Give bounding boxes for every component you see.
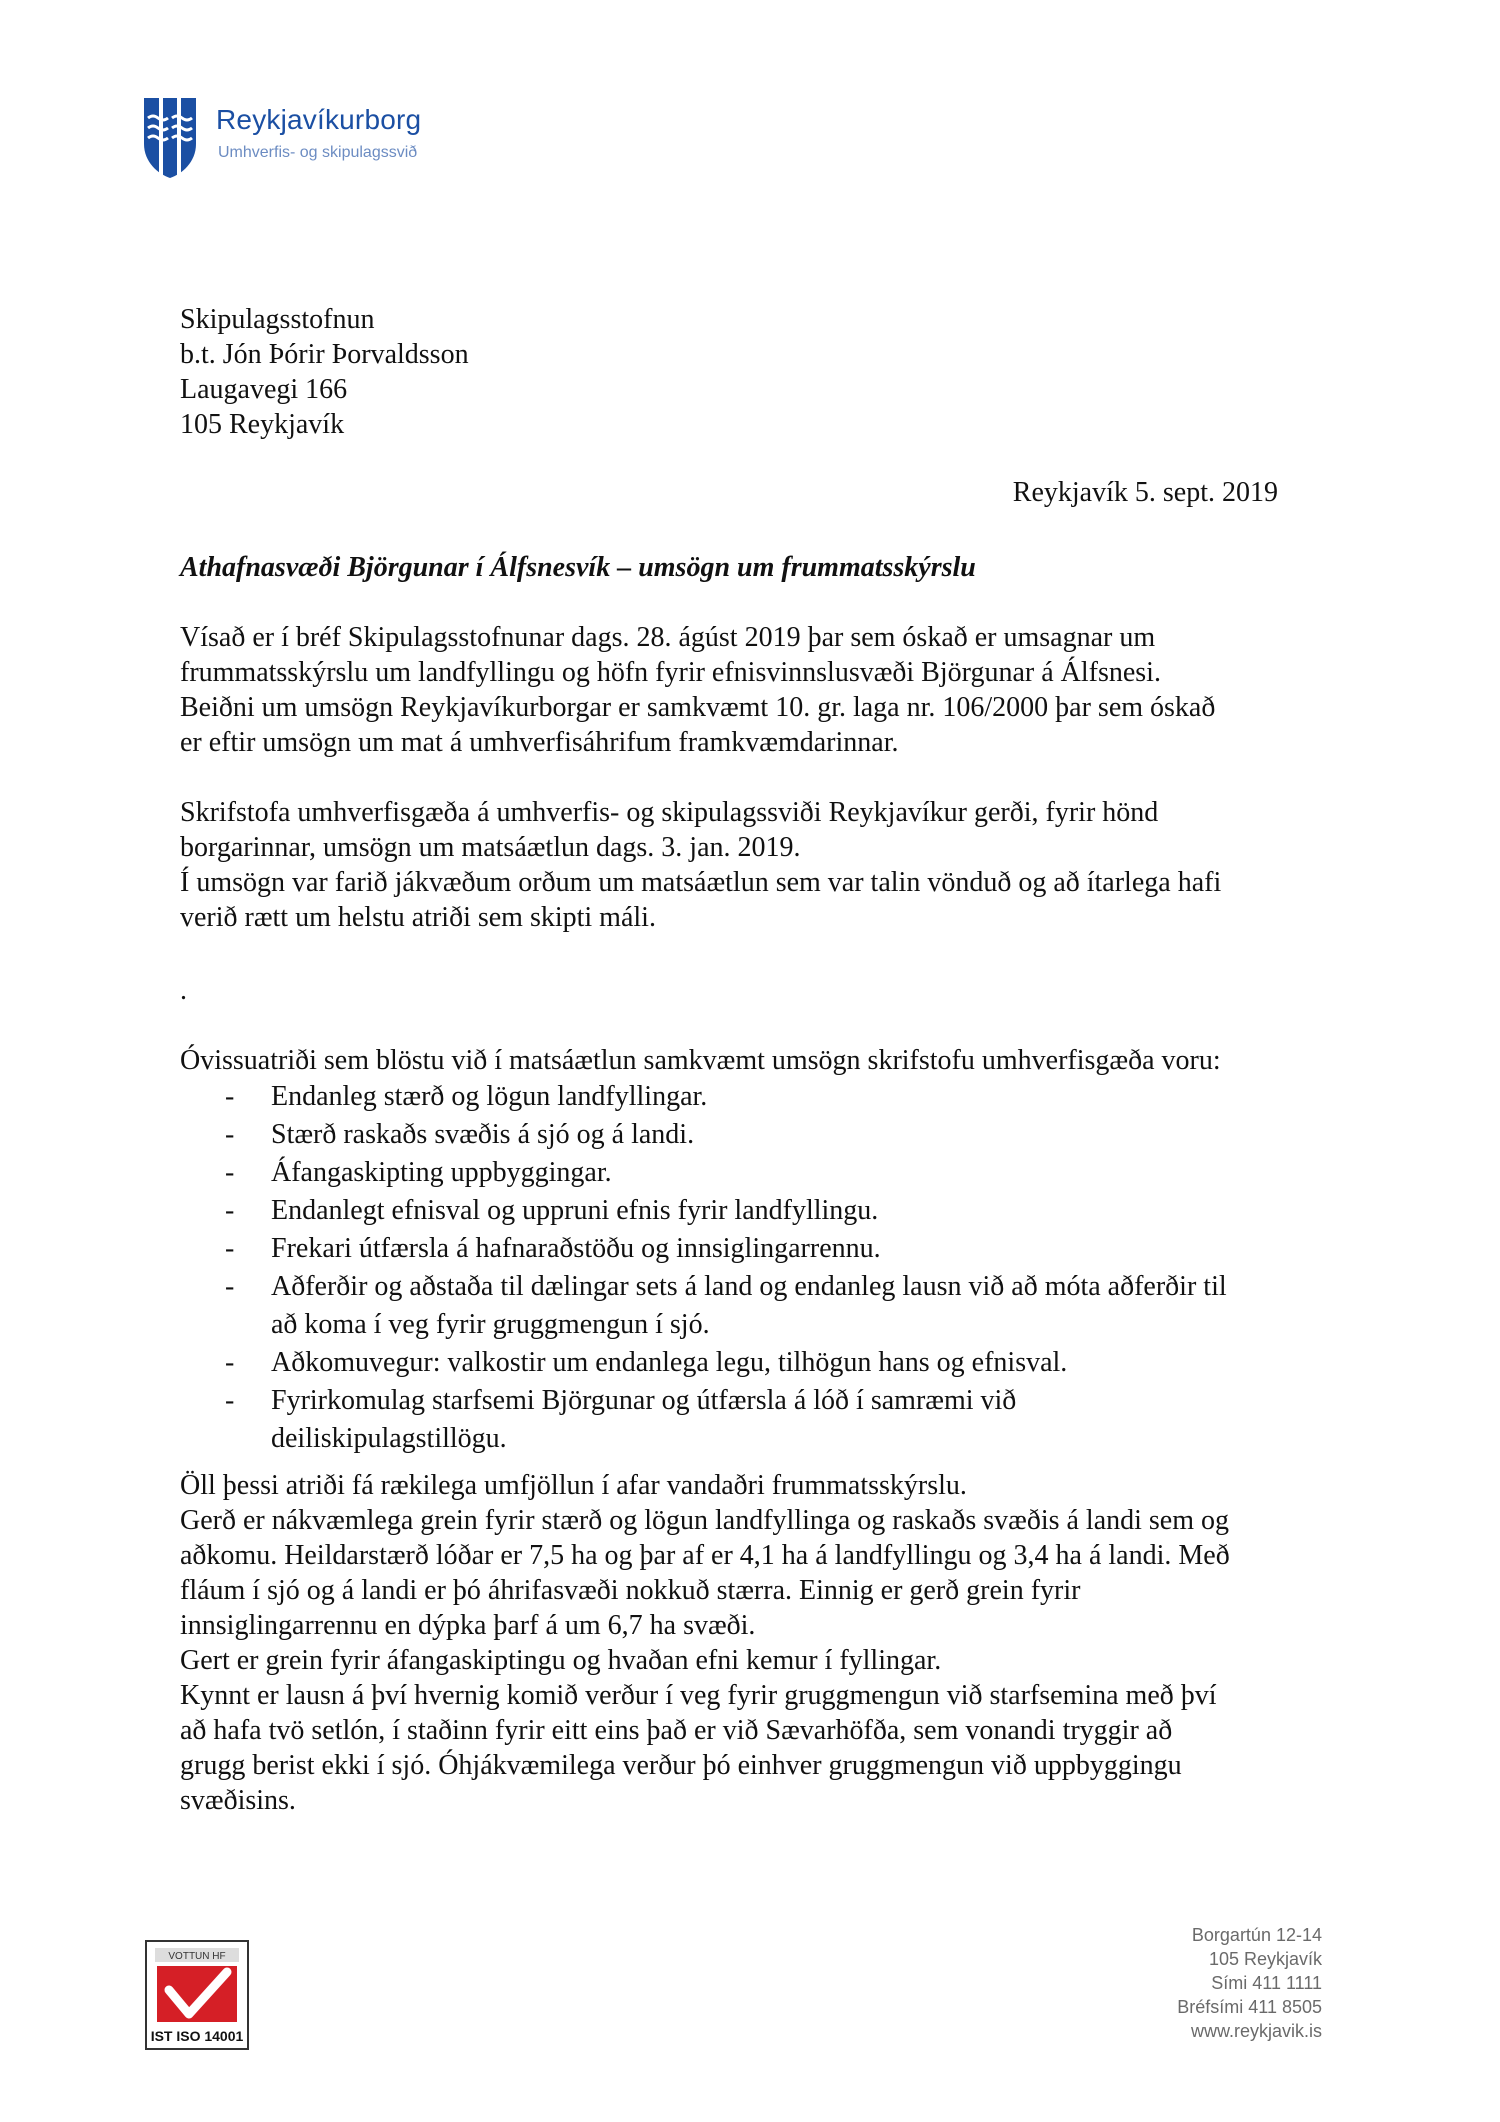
list-item-text: að koma í veg fyrir gruggmengun í sjó. — [271, 1309, 710, 1340]
list-item — [225, 1268, 1227, 1344]
list-dash: - — [225, 1233, 235, 1264]
paragraph-line: Gert er grein fyrir áfangaskiptingu og hvaðan efni kemur í fyllingar. — [180, 1645, 942, 1676]
recipient-line: 105 Reykjavík — [180, 409, 345, 440]
paragraph-line: borgarinnar, umsögn um matsáætlun dags. 3. jan. 2019. — [180, 832, 801, 863]
list-item-text: Aðferðir og aðstaða til dælingar sets á land og endanleg lausn við að móta aðferðir til — [271, 1271, 1227, 1302]
letter-date: Reykjavík 5. sept. 2019 — [1012, 477, 1278, 508]
list-item-text: Stærð raskaðs svæðis á sjó og á landi. — [271, 1119, 695, 1150]
footer-website-link[interactable]: www.reykjavik.is — [1190, 2021, 1322, 2041]
list-item-text: deiliskipulagstillögu. — [271, 1423, 507, 1454]
list-dash: - — [225, 1119, 235, 1150]
paragraph-line: Beiðni um umsögn Reykjavíkurborgar er samkvæmt 10. gr. laga nr. 106/2000 þar sem óskað — [180, 692, 1216, 723]
paragraph-line: Kynnt er lausn á því hvernig komið verður í veg fyrir gruggmengun við starfsemina með því — [180, 1680, 1217, 1711]
list-item-text: Fyrirkomulag starfsemi Björgunar og útfærsla á lóð í samræmi við — [271, 1385, 1017, 1416]
paragraph-line: að hafa tvö setlón, í staðinn fyrir eitt eins það er við Sævarhöfða, sem vonandi tryggir að — [180, 1715, 1173, 1746]
list-item-text: Aðkomuvegur: valkostir um endanlega legu, tilhögun hans og efnisval. — [271, 1347, 1068, 1378]
list-dash: - — [225, 1385, 235, 1416]
uncertainty-list — [225, 1078, 1227, 1458]
paragraph-line: Öll þessi atriði fá rækilega umfjöllun í afar vandaðri frummatsskýrslu. — [180, 1470, 967, 1501]
list-dash: - — [225, 1271, 235, 1302]
paragraph-line: frummatsskýrslu um landfyllingu og höfn fyrir efnisvinnslusvæði Björgunar á Álfsnesi. — [180, 657, 1161, 688]
org-division: Umhverfis- og skipulagssvið — [218, 144, 418, 161]
paragraph-line: aðkomu. Heildarstærð lóðar er 7,5 ha og þar af er 4,1 ha á landfyllingu og 3,4 ha á landi. Með — [180, 1540, 1230, 1571]
list-dash: - — [225, 1157, 235, 1188]
list-dash: - — [225, 1195, 235, 1226]
paragraph-3 — [180, 1468, 1330, 1818]
list-item-text: Frekari útfærsla á hafnaraðstöðu og innsiglingarrennu. — [271, 1233, 881, 1264]
paragraph-line: innsiglingarrennu en dýpka þarf á um 6,7 ha svæði. — [180, 1610, 756, 1641]
list-item-text: Áfangaskipting uppbyggingar. — [271, 1157, 612, 1188]
footer-address-line: 105 Reykjavík — [1208, 1949, 1322, 1969]
list-intro: Óvissuatriði sem blöstu við í matsáætlun samkvæmt umsögn skrifstofu umhverfisgæða voru: — [180, 1045, 1221, 1076]
recipient-line: Skipulagsstofnun — [180, 304, 375, 335]
list-item — [225, 1382, 1227, 1458]
list-item — [225, 1078, 1227, 1116]
list-dash: - — [225, 1347, 235, 1378]
footer-address-line: Bréfsími 411 8505 — [1177, 1997, 1322, 2017]
paragraph-2 — [180, 795, 1330, 935]
list-item — [225, 1192, 1227, 1230]
recipient-line: b.t. Jón Þórir Þorvaldsson — [180, 339, 469, 370]
cert-label-text: IST ISO 14001 — [150, 2028, 244, 2044]
paragraph-line: fláum í sjó og á landi er þó áhrifasvæði nokkuð stærra. Einnig er gerð grein fyrir — [180, 1575, 1081, 1606]
list-item — [225, 1344, 1227, 1382]
iso-14001-certification-logo — [145, 1940, 249, 2050]
paragraph-line: Vísað er í bréf Skipulagsstofnunar dags. 28. ágúst 2019 þar sem óskað er umsagnar um — [180, 622, 1156, 653]
paragraph-line: er eftir umsögn um mat á umhverfisáhrifum framkvæmdarinnar. — [180, 727, 899, 758]
org-name: Reykjavíkurborg — [216, 104, 422, 135]
footer-address-line: Sími 411 1111 — [1211, 1973, 1322, 1993]
paragraph-line: svæðisins. — [180, 1785, 296, 1816]
footer-address — [1177, 1923, 1322, 2043]
paragraph-1 — [180, 620, 1330, 760]
paragraph-line: Skrifstofa umhverfisgæða á umhverfis- og skipulagssviði Reykjavíkur gerði, fyrir hönd — [180, 797, 1159, 828]
footer-address-line: Borgartún 12-14 — [1191, 1925, 1322, 1945]
recipient-address — [180, 302, 469, 442]
cert-top-text: VOTTUN HF — [168, 1951, 226, 1962]
city-crest-icon — [142, 96, 198, 180]
paragraph-line: Gerð er nákvæmlega grein fyrir stærð og lögun landfyllinga og raskaðs svæðis á landi sem og — [180, 1505, 1230, 1536]
paragraph-line: verið rætt um helstu atriði sem skipti máli. — [180, 902, 656, 933]
list-item — [225, 1154, 1227, 1192]
list-item-text: Endanleg stærð og lögun landfyllingar. — [271, 1081, 708, 1112]
list-item — [225, 1116, 1227, 1154]
paragraph-line: Í umsögn var farið jákvæðum orðum um matsáætlun sem var talin vönduð og að ítarlega hafi — [180, 867, 1222, 898]
list-item — [225, 1230, 1227, 1268]
letter-subject: Athafnasvæði Björgunar í Álfsnesvík – umsögn um frummatsskýrslu — [180, 552, 976, 583]
recipient-line: Laugavegi 166 — [180, 374, 348, 405]
list-item-text: Endanlegt efnisval og uppruni efnis fyrir landfyllingu. — [271, 1195, 879, 1226]
stray-dot: . — [180, 975, 187, 1006]
paragraph-line: grugg berist ekki í sjó. Óhjákvæmilega verður þó einhver gruggmengun við uppbyggingu — [180, 1750, 1182, 1781]
reykjavik-logo — [142, 96, 482, 180]
list-dash: - — [225, 1081, 235, 1112]
